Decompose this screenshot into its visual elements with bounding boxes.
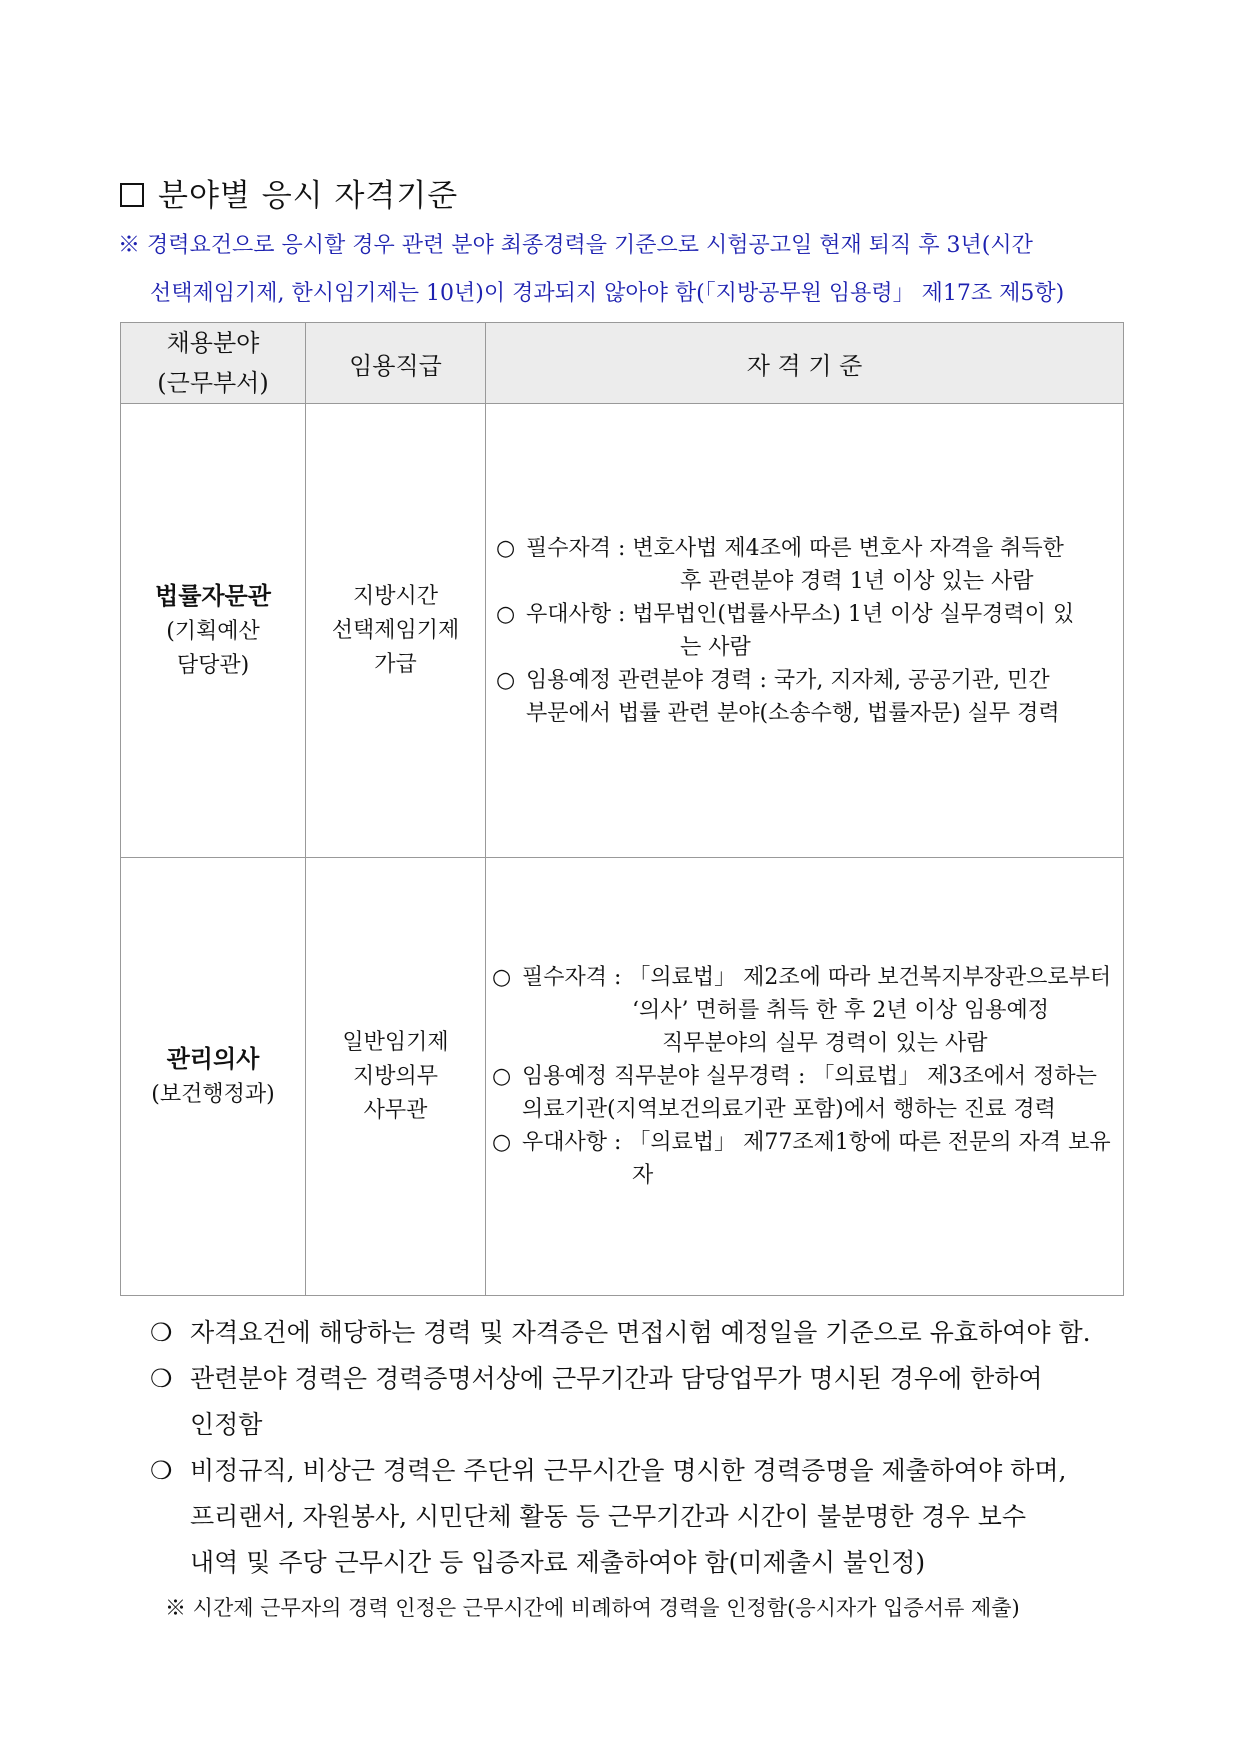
dept-name-line: 담당관): [176, 652, 250, 678]
grade-line: 지방의무: [352, 1063, 438, 1089]
circle-bullet-icon: ❍: [150, 1456, 173, 1485]
note-continuation: 인정함: [190, 1410, 263, 1439]
header-field: [121, 323, 306, 404]
criteria-text: 필수자격 : 변호사법 제4조에 따른 변호사 자격을 취득한: [526, 535, 1064, 561]
note-continuation: 내역 및 주당 근무시간 등 입증자료 제출하여야 함(미제출시 불인정): [190, 1548, 926, 1577]
circle-bullet-icon: ○: [496, 535, 516, 561]
grade-line: 가급: [374, 651, 417, 677]
criteria-text: 우대사항 : 「의료법」 제77조제1항에 따른 전문의 자격 보유: [522, 1130, 1111, 1155]
criteria-text: 부문에서 법률 관련 분야(소송수행, 법률자문) 실무 경력: [526, 700, 1060, 726]
circle-bullet-icon: ○: [496, 601, 516, 627]
criteria-text: ‘의사’ 면허를 취득 한 후 2년 이상 임용예정: [632, 998, 1049, 1023]
criteria-cell: [486, 404, 1124, 858]
criteria-text: 임용예정 직무분야 실무경력 : 「의료법」 제3조에서 정하는: [522, 1064, 1097, 1089]
qualification-table: [120, 322, 1124, 1296]
note-text: 자격요건에 해당하는 경력 및 자격증은 면접시험 예정일을 기준으로 유효하여야 함.: [190, 1318, 1091, 1347]
note-text: 비정규직, 비상근 경력은 주단위 근무시간을 명시한 경력증명을 제출하여야 하며,: [190, 1456, 1067, 1485]
section-heading: [120, 170, 458, 215]
field-cell: [121, 404, 306, 858]
field-cell: [121, 858, 306, 1296]
field-name: 관리의사: [166, 1043, 260, 1073]
criteria-item: [492, 1060, 1123, 1126]
criteria-item: [496, 598, 1123, 664]
table-row: [121, 404, 1124, 858]
grade-cell: [306, 404, 486, 858]
criteria-item: [492, 961, 1123, 1060]
grade-line: 사무관: [363, 1097, 428, 1123]
header-dept-label: (근무부서): [157, 369, 269, 397]
header-criteria: 자 격 기 준: [486, 323, 1124, 404]
criteria-text: 자: [632, 1163, 654, 1188]
notice-line-1: ※ 경력요건으로 응시할 경우 관련 분야 최종경력을 기준으로 시험공고일 현재 퇴직 후 3년(시간: [118, 233, 1033, 258]
criteria-item: [496, 532, 1123, 598]
checkbox-square-icon: [120, 183, 144, 207]
grade-cell: [306, 858, 486, 1296]
criteria-cell: [486, 858, 1124, 1296]
criteria-text: 필수자격 : 「의료법」 제2조에 따라 보건복지부장관으로부터: [522, 965, 1112, 990]
grade-line: 일반임기제: [342, 1029, 449, 1055]
note-continuation: 프리랜서, 자원봉사, 시민단체 활동 등 근무기간과 시간이 불분명한 경우 보수: [190, 1502, 1027, 1531]
circle-bullet-icon: ❍: [150, 1364, 173, 1393]
criteria-text: 임용예정 관련분야 경력 : 국가, 지자체, 공공기관, 민간: [526, 667, 1050, 693]
table-header-row: [121, 323, 1124, 404]
list-item: [150, 1310, 1130, 1356]
circle-bullet-icon: ❍: [150, 1318, 173, 1347]
criteria-text: 의료기관(지역보건의료기관 포함)에서 행하는 진료 경력: [522, 1097, 1056, 1122]
note-text: 관련분야 경력은 경력증명서상에 근무기간과 담당업무가 명시된 경우에 한하여: [190, 1364, 1043, 1393]
criteria-item: [496, 664, 1123, 730]
grade-line: 지방시간: [352, 583, 438, 609]
field-name: 법률자문관: [155, 580, 271, 610]
criteria-text: 는 사람: [680, 634, 751, 660]
dept-name-line: (보건행정과): [151, 1081, 275, 1107]
circle-bullet-icon: ○: [496, 667, 516, 693]
notice-line-2: 선택제임기제, 한시임기제는 10년)이 경과되지 않아야 함(「지방공무원 임용령」 제17조 제5항): [150, 281, 1065, 306]
table-row: [121, 858, 1124, 1296]
header-field-label: 채용분야: [166, 329, 260, 357]
grade-line: 선택제임기제: [331, 617, 460, 643]
criteria-text: 우대사항 : 법무법인(법률사무소) 1년 이상 실무경력이 있: [526, 601, 1075, 627]
criteria-item: [492, 1126, 1123, 1192]
criteria-text: 후 관련분야 경력 1년 이상 있는 사람: [680, 568, 1034, 594]
criteria-text: 직무분야의 실무 경력이 있는 사람: [662, 1031, 988, 1056]
list-item: [150, 1356, 1130, 1402]
header-grade: 임용직급: [306, 323, 486, 404]
dept-name-line: (기획예산: [166, 618, 260, 644]
section-heading-text: 분야별 응시 자격기준: [158, 178, 459, 214]
notes-list: [150, 1310, 1130, 1586]
list-item: [150, 1448, 1130, 1494]
footnote: ※ 시간제 근무자의 경력 인정은 근무시간에 비례하여 경력을 인정함(응시자가 입증서류 제출): [165, 1596, 1020, 1620]
circle-bullet-icon: ○: [492, 1130, 512, 1155]
circle-bullet-icon: ○: [492, 1064, 512, 1089]
circle-bullet-icon: ○: [492, 965, 512, 990]
